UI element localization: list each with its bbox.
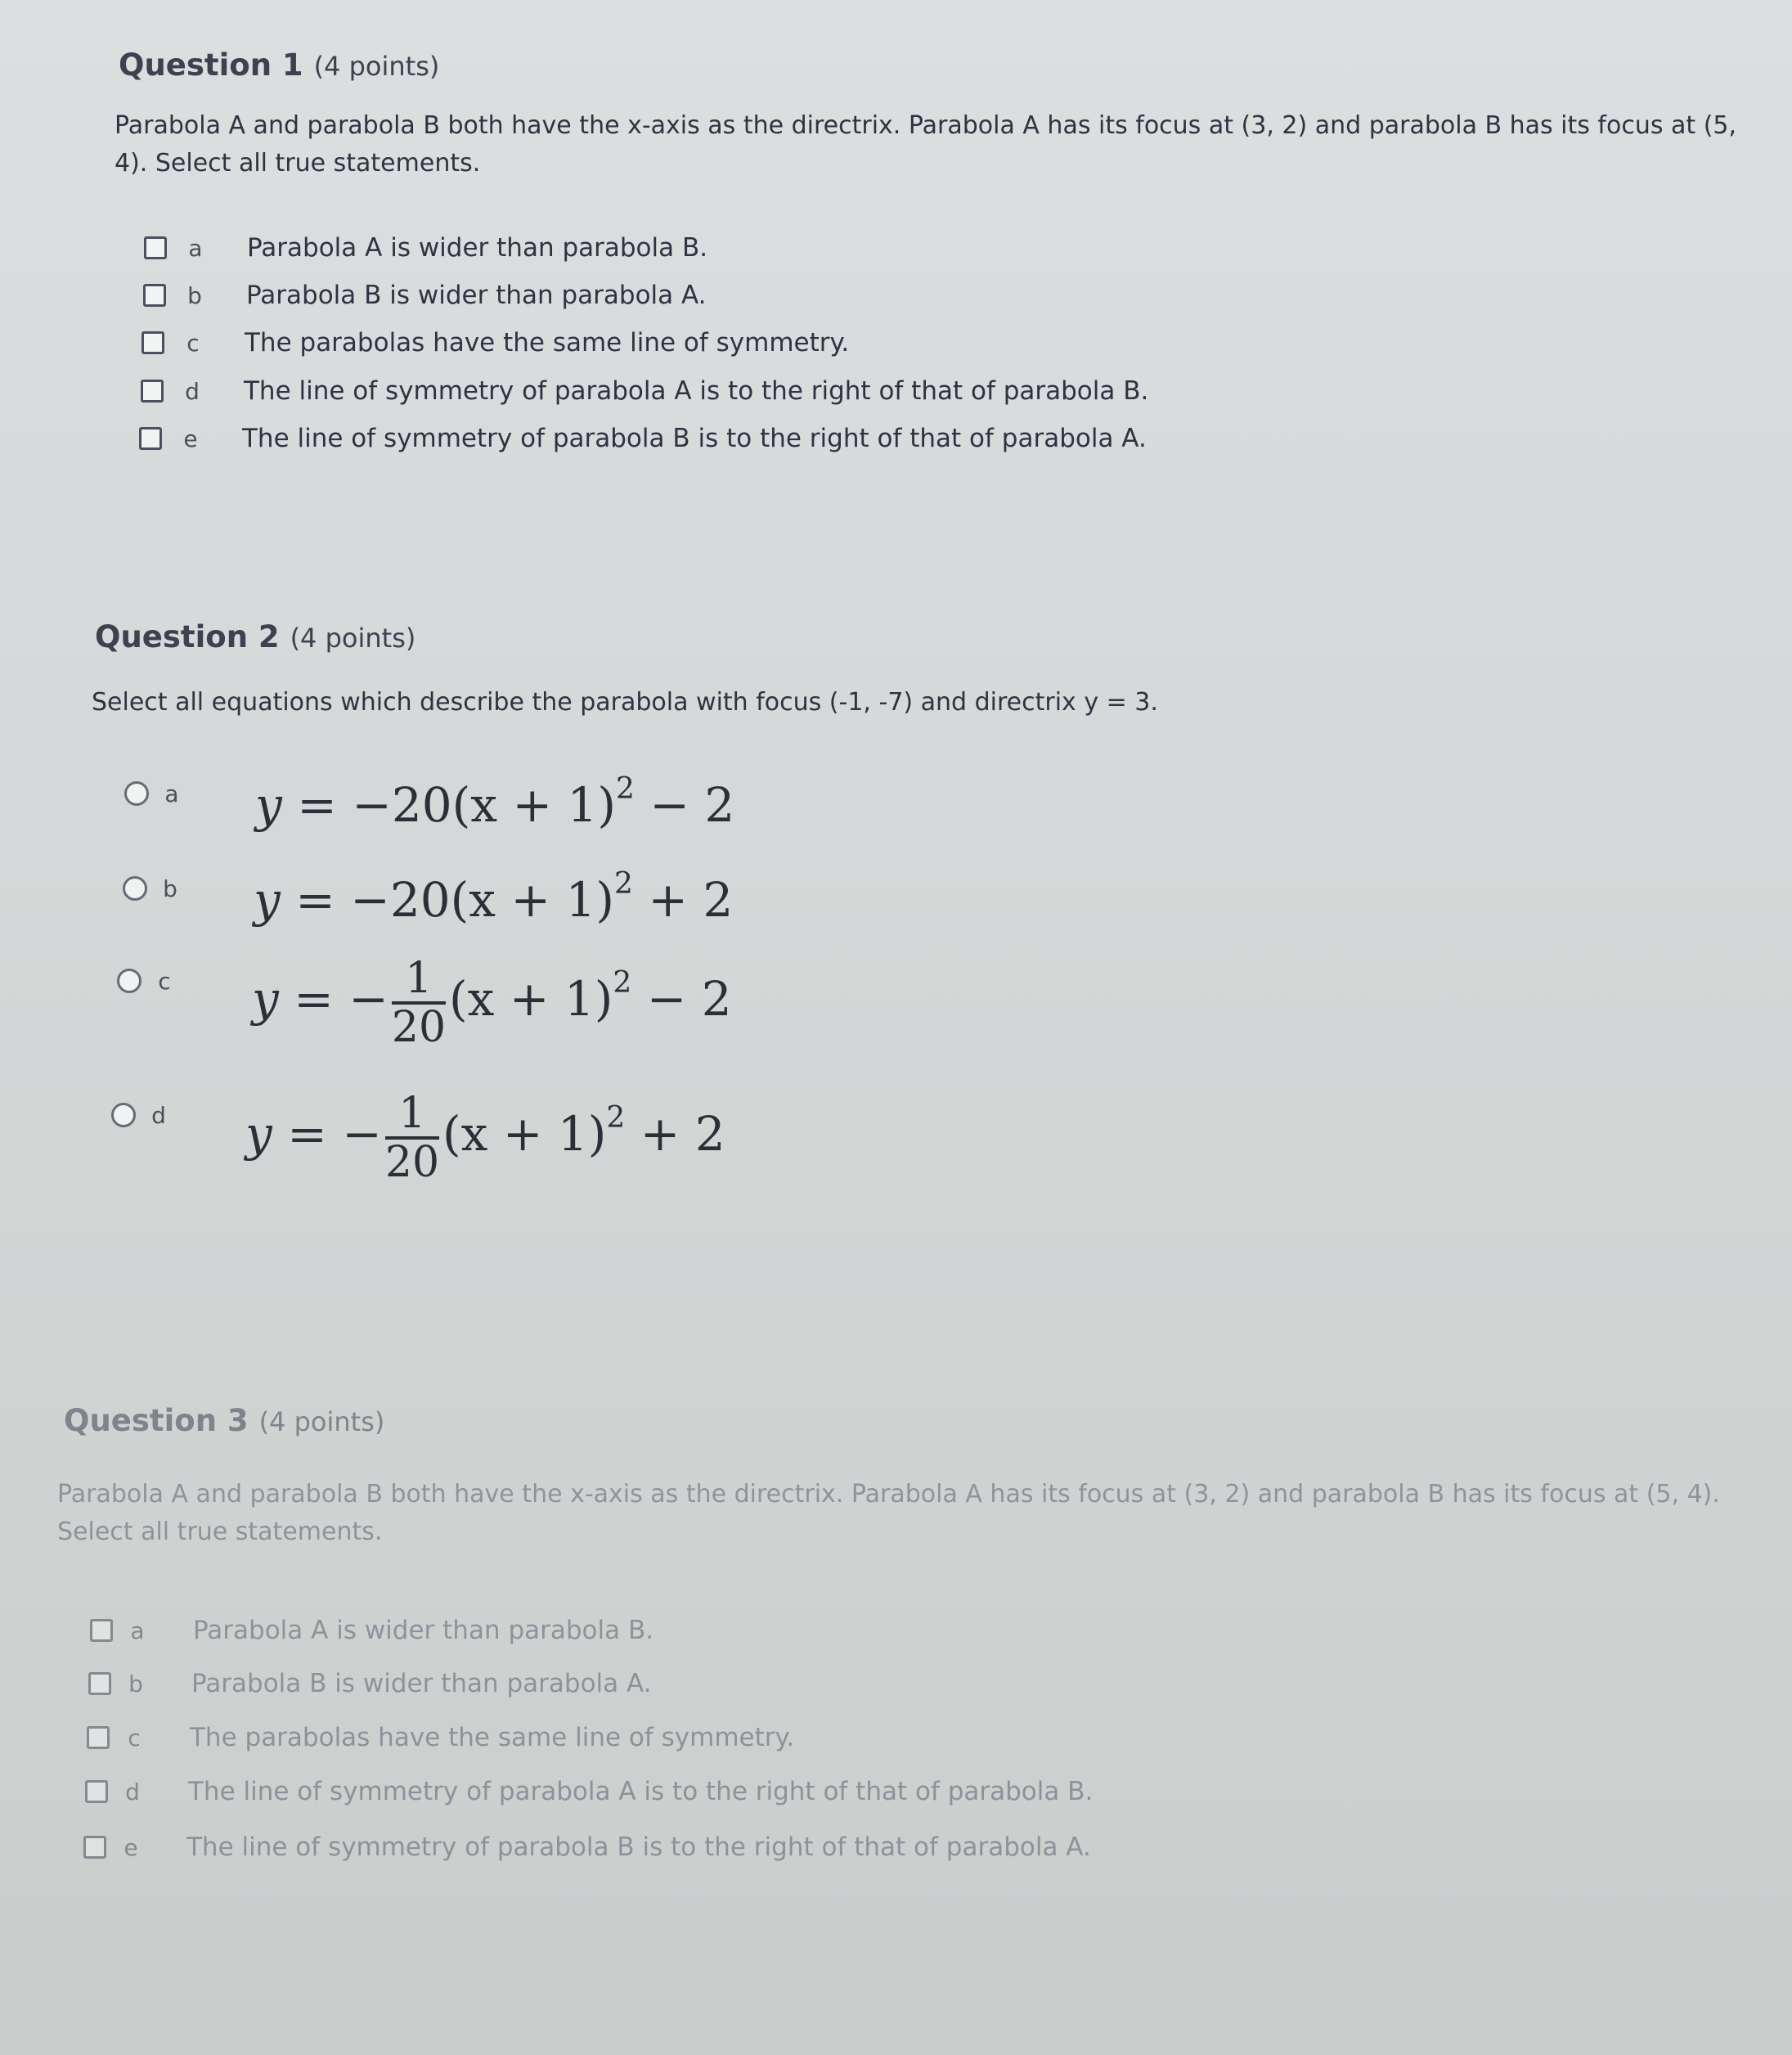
q3-checkbox-e[interactable] (83, 1836, 106, 1859)
question-2-points: (4 points) (290, 623, 416, 654)
q3-option-b[interactable] (88, 1666, 652, 1702)
q1-option-text: The parabolas have the same line of symmetry. (245, 328, 850, 357)
eq-lhs: y (245, 1106, 272, 1162)
eq-denominator: 20 (384, 1138, 440, 1187)
q2-equation-a (255, 772, 735, 833)
q1-option-text: The line of symmetry of parabola B is to the right of that of parabola A. (242, 424, 1147, 453)
question-2-prompt: Select all equations which describe the parabola with focus (-1, -7) and directrix y = 3. (92, 688, 1158, 717)
question-3-title-text: Question 3 (64, 1403, 249, 1438)
q1-option-text: Parabola B is wider than parabola A. (246, 281, 707, 310)
eq-fraction (391, 954, 447, 1052)
question-1-prompt: Parabola A and parabola B both have the x-axis as the directrix. Parabola A has its focus at (3, 2) and parabola B has its focus at (5, 4). Select all true statements. (115, 111, 1737, 178)
q2-equation-c (252, 954, 732, 1052)
q1-option-text: The line of symmetry of parabola A is to the right of that of parabola B. (244, 376, 1149, 406)
q3-option-text: The line of symmetry of parabola B is to the right of that of parabola A. (186, 1832, 1091, 1862)
q1-option-text: Parabola A is wider than parabola B. (247, 233, 708, 263)
eq-inner: (x + 1) (451, 777, 617, 833)
q3-option-text: Parabola A is wider than parabola B. (193, 1616, 654, 1645)
question-3-title (64, 1403, 384, 1438)
q3-option-e[interactable] (83, 1829, 1091, 1865)
q3-checkbox-b[interactable] (88, 1672, 111, 1695)
q1-option-letter: a (188, 234, 203, 262)
question-2-title (95, 619, 415, 654)
eq-negative: − (348, 971, 388, 1028)
q3-checkbox-d[interactable] (85, 1780, 108, 1803)
q3-option-text: The parabolas have the same line of symmetry. (190, 1723, 795, 1752)
question-1-title (119, 47, 439, 83)
q1-option-letter: c (186, 329, 200, 357)
eq-numerator: 1 (385, 1092, 439, 1140)
q3-option-c[interactable] (87, 1720, 794, 1756)
eq-negative: − (342, 1106, 382, 1162)
eq-inner: (x + 1) (450, 872, 615, 928)
q3-option-d[interactable] (85, 1774, 1093, 1810)
eq-lhs: y (254, 872, 281, 928)
question-1-points: (4 points) (313, 51, 440, 82)
q2-option-b[interactable] (123, 870, 193, 906)
q2-radio-a[interactable] (124, 781, 149, 806)
eq-inner: (x + 1) (449, 971, 613, 1028)
eq-tail: + 2 (640, 1106, 725, 1162)
q3-checkbox-a[interactable] (90, 1619, 113, 1642)
eq-lhs: y (252, 971, 279, 1028)
q1-option-d[interactable] (141, 373, 1148, 409)
eq-exponent: 2 (606, 1101, 626, 1135)
q2-equation-d (245, 1089, 725, 1187)
q1-option-letter: e (183, 425, 198, 452)
q2-radio-c[interactable] (117, 969, 141, 993)
eq-exponent: 2 (613, 966, 632, 1001)
q2-option-letter: c (158, 967, 171, 995)
q2-radio-b[interactable] (123, 876, 147, 901)
q1-option-b[interactable] (143, 277, 707, 313)
eq-coefficient: −20 (350, 872, 451, 928)
q1-checkbox-b[interactable] (143, 284, 166, 307)
eq-inner: (x + 1) (442, 1106, 607, 1162)
eq-exponent: 2 (614, 867, 633, 901)
eq-exponent: 2 (616, 772, 635, 806)
question-3-points: (4 points) (258, 1406, 385, 1437)
q1-option-e[interactable] (139, 420, 1147, 456)
eq-numerator: 1 (392, 957, 446, 1005)
question-1-title-text: Question 1 (119, 47, 303, 83)
q1-option-letter: b (187, 281, 202, 309)
q1-option-letter: d (185, 377, 200, 405)
q3-option-text: The line of symmetry of parabola A is to the right of that of parabola B. (188, 1777, 1094, 1806)
q3-option-a[interactable] (90, 1612, 653, 1648)
eq-coefficient: −20 (352, 777, 452, 833)
q2-equation-b (254, 867, 734, 928)
q1-option-c[interactable] (141, 325, 849, 361)
q2-option-letter: d (151, 1101, 166, 1129)
q2-option-letter: b (163, 875, 177, 902)
eq-tail: − 2 (649, 777, 735, 833)
q3-checkbox-c[interactable] (87, 1726, 110, 1749)
q3-option-letter: d (125, 1778, 140, 1805)
q1-checkbox-a[interactable] (144, 236, 167, 259)
q3-option-letter: e (124, 1833, 138, 1861)
q3-option-letter: c (128, 1724, 141, 1751)
question-2-title-text: Question 2 (95, 619, 280, 654)
eq-sign: = (295, 872, 335, 928)
q3-option-text: Parabola B is wider than parabola A. (191, 1669, 652, 1698)
eq-lhs: y (255, 777, 282, 833)
q2-radio-d[interactable] (111, 1103, 136, 1127)
q1-checkbox-c[interactable] (141, 331, 164, 354)
q2-option-d[interactable] (111, 1097, 182, 1133)
eq-fraction (384, 1089, 440, 1187)
eq-denominator: 20 (391, 1003, 447, 1052)
eq-sign: = (287, 1106, 327, 1162)
q2-option-a[interactable] (124, 776, 195, 812)
question-3-prompt: Parabola A and parabola B both have the x-axis as the directrix. Parabola A has its focus at (3, 2) and parabola B has its focus at (5, 4). Select all true statements. (57, 1480, 1720, 1546)
eq-tail: + 2 (648, 872, 734, 928)
q2-option-c[interactable] (117, 963, 187, 999)
eq-sign: = (294, 971, 334, 1028)
eq-sign: = (297, 777, 337, 833)
q1-option-a[interactable] (144, 230, 707, 266)
q3-option-letter: b (128, 1670, 143, 1698)
q1-checkbox-d[interactable] (141, 380, 164, 402)
q3-option-letter: a (130, 1617, 145, 1644)
q1-checkbox-e[interactable] (139, 427, 162, 450)
eq-tail: − 2 (646, 971, 732, 1028)
q2-option-letter: a (164, 780, 179, 807)
